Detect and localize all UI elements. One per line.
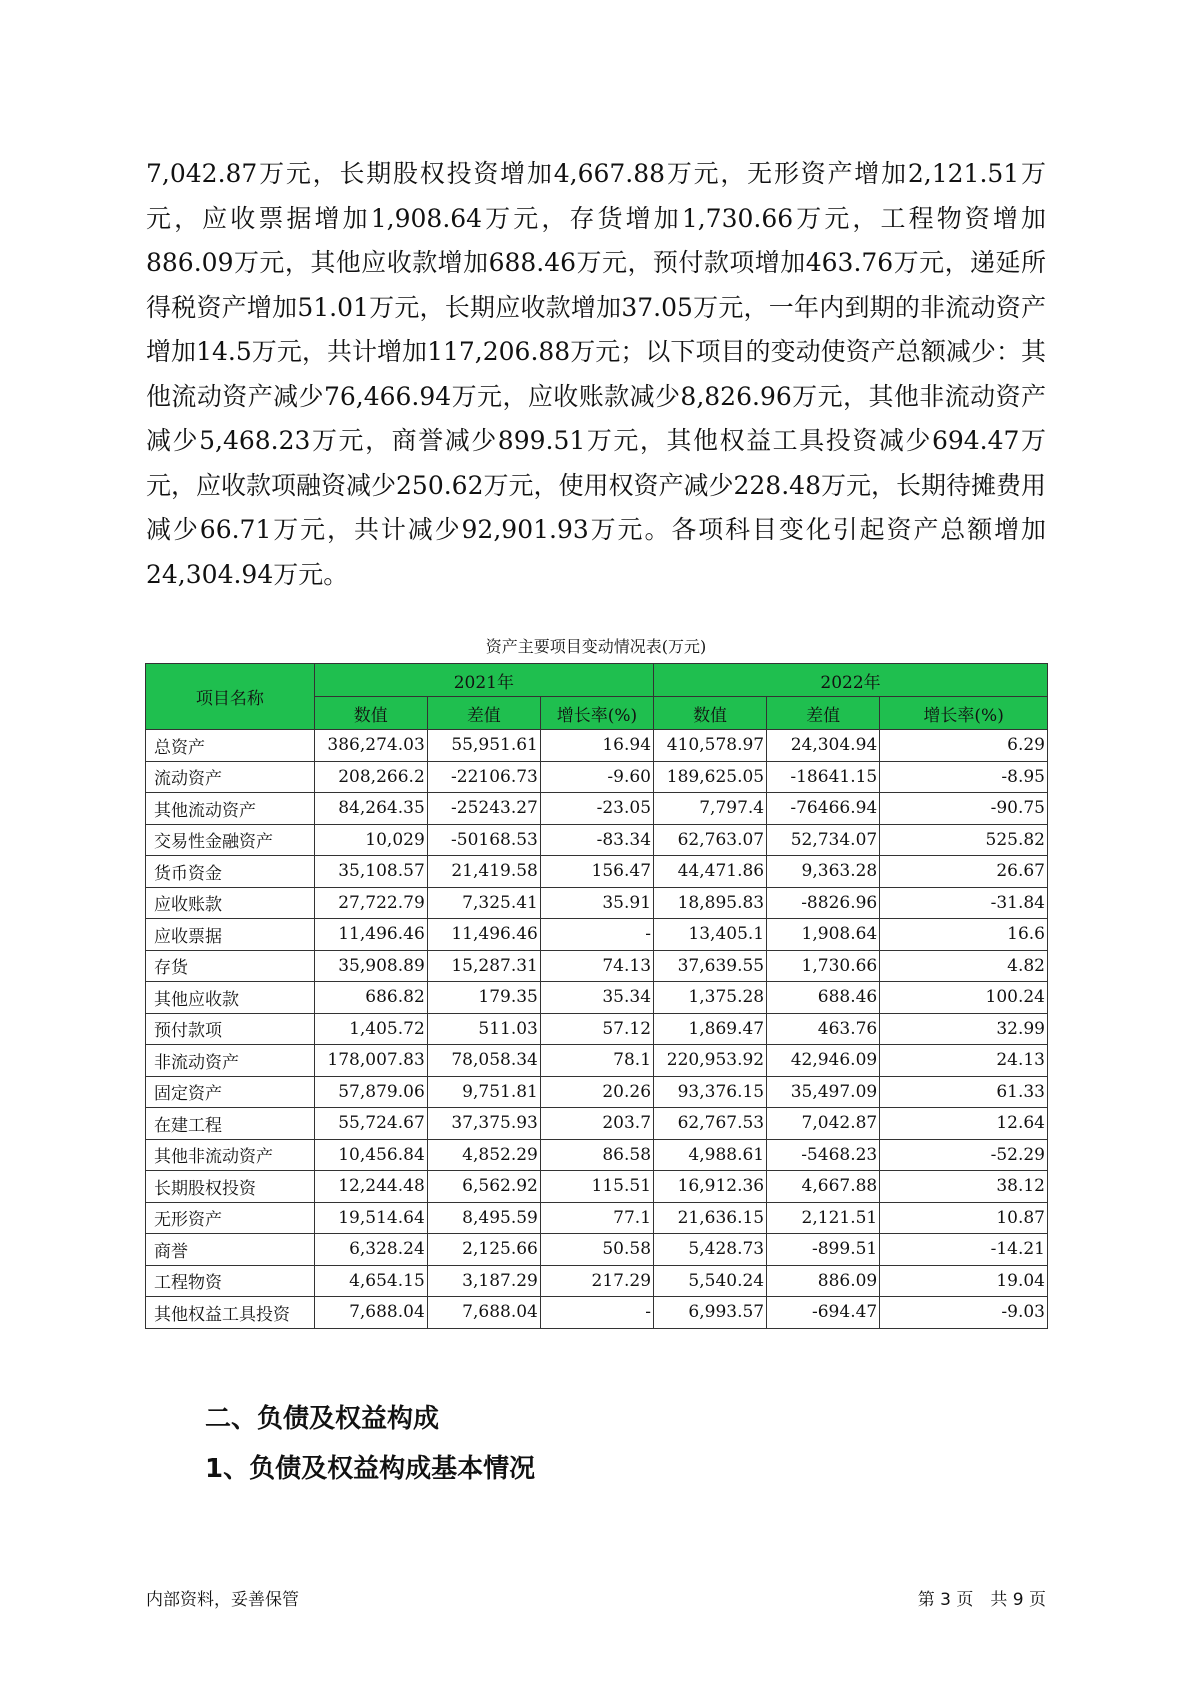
cell-2022-diff: 1,908.64 — [767, 919, 880, 951]
cell-2021-value: 10,456.84 — [314, 1139, 427, 1171]
cell-2021-growth: 16.94 — [540, 730, 653, 762]
cell-item-name: 非流动资产 — [146, 1045, 315, 1077]
cell-2022-diff: -899.51 — [767, 1234, 880, 1266]
cell-2021-value: 208,266.2 — [314, 761, 427, 793]
header-year-2022: 2022年 — [654, 664, 1048, 697]
table-row — [146, 887, 1048, 919]
cell-item-name: 预付款项 — [146, 1013, 315, 1045]
cell-2021-value: 10,029 — [314, 824, 427, 856]
cell-2022-diff: -694.47 — [767, 1297, 880, 1329]
cell-2021-value: 11,496.46 — [314, 919, 427, 951]
cell-2022-diff: -5468.23 — [767, 1139, 880, 1171]
table-row — [146, 1139, 1048, 1171]
assets-change-table — [145, 663, 1048, 1329]
cell-2022-diff: -18641.15 — [767, 761, 880, 793]
cell-2021-diff: 2,125.66 — [427, 1234, 540, 1266]
cell-item-name: 其他权益工具投资 — [146, 1297, 315, 1329]
cell-2021-diff: 55,951.61 — [427, 730, 540, 762]
table-row — [146, 761, 1048, 793]
cell-2022-diff: 886.09 — [767, 1265, 880, 1297]
cell-2021-growth: 74.13 — [540, 950, 653, 982]
cell-2022-diff: 35,497.09 — [767, 1076, 880, 1108]
cell-2022-value: 1,869.47 — [654, 1013, 767, 1045]
cell-2022-diff: 9,363.28 — [767, 856, 880, 888]
cell-2021-diff: 511.03 — [427, 1013, 540, 1045]
section-heading: 二、负债及权益构成 — [205, 1404, 440, 1434]
cell-2022-value: 1,375.28 — [654, 982, 767, 1014]
cell-2022-growth: -14.21 — [880, 1234, 1048, 1266]
cell-2021-value: 55,724.67 — [314, 1108, 427, 1140]
cell-2022-diff: 7,042.87 — [767, 1108, 880, 1140]
cell-item-name: 货币资金 — [146, 856, 315, 888]
cell-2021-growth: 217.29 — [540, 1265, 653, 1297]
cell-2021-value: 57,879.06 — [314, 1076, 427, 1108]
cell-2021-value: 178,007.83 — [314, 1045, 427, 1077]
table-row — [146, 730, 1048, 762]
cell-2021-diff: 3,187.29 — [427, 1265, 540, 1297]
cell-2021-value: 1,405.72 — [314, 1013, 427, 1045]
cell-2021-diff: 37,375.93 — [427, 1108, 540, 1140]
cell-2022-growth: 10.87 — [880, 1202, 1048, 1234]
cell-2022-value: 62,763.07 — [654, 824, 767, 856]
body-paragraph: 7,042.87万元，长期股权投资增加4,667.88万元，无形资产增加2,121.51万元，应收票据增加1,908.64万元，存货增加1,730.66万元，工程物资增加886.09万元，其他应收款增加688.46万元，预付款项增加463.76万元，递延所得税资产增加51.01万元，长期应收款增加37.05万元，一年内到期的非流动资产增加14.5万元，共计增加117,206.88万元；以下项目的变动使资产总额减少：其他流动资产减少76,466.94万元，应收账款减少8,826.96万元，其他非流动资产减少5,468.23万元，商誉减少899.51万元，其他权益工具投资减少694.47万元，应收款项融资减少250.62万元，使用权资产减少228.48万元，长期待摊费用减少66.71万元，共计减少92,901.93万元。各项科目变化引起资产总额增加24,304.94万元。 — [146, 159, 1046, 589]
cell-2022-growth: 32.99 — [880, 1013, 1048, 1045]
cell-2021-growth: 35.91 — [540, 887, 653, 919]
header-2022-diff: 差值 — [767, 697, 880, 730]
cell-item-name: 总资产 — [146, 730, 315, 762]
cell-2022-diff: 42,946.09 — [767, 1045, 880, 1077]
header-2022-value: 数值 — [654, 697, 767, 730]
cell-2022-diff: 24,304.94 — [767, 730, 880, 762]
cell-item-name: 应收账款 — [146, 887, 315, 919]
table-row — [146, 1045, 1048, 1077]
table-row — [146, 1265, 1048, 1297]
cell-item-name: 长期股权投资 — [146, 1171, 315, 1203]
cell-2021-value: 7,688.04 — [314, 1297, 427, 1329]
cell-2021-growth: 57.12 — [540, 1013, 653, 1045]
cell-2022-growth: -31.84 — [880, 887, 1048, 919]
cell-2021-diff: 15,287.31 — [427, 950, 540, 982]
cell-2022-growth: 24.13 — [880, 1045, 1048, 1077]
cell-2022-growth: 38.12 — [880, 1171, 1048, 1203]
table-row — [146, 950, 1048, 982]
cell-2022-growth: 19.04 — [880, 1265, 1048, 1297]
cell-2022-value: 5,428.73 — [654, 1234, 767, 1266]
header-2021-diff: 差值 — [427, 697, 540, 730]
cell-2022-diff: -76466.94 — [767, 793, 880, 825]
cell-2022-value: 6,993.57 — [654, 1297, 767, 1329]
cell-2022-growth: 6.29 — [880, 730, 1048, 762]
cell-2022-growth: 61.33 — [880, 1076, 1048, 1108]
cell-item-name: 商誉 — [146, 1234, 315, 1266]
table-row — [146, 1234, 1048, 1266]
cell-2022-value: 189,625.05 — [654, 761, 767, 793]
cell-2021-diff: -25243.27 — [427, 793, 540, 825]
cell-2021-diff: 7,325.41 — [427, 887, 540, 919]
header-2021-growth: 增长率(%) — [540, 697, 653, 730]
cell-2021-growth: 203.7 — [540, 1108, 653, 1140]
cell-2021-value: 84,264.35 — [314, 793, 427, 825]
cell-2021-value: 686.82 — [314, 982, 427, 1014]
cell-2021-value: 19,514.64 — [314, 1202, 427, 1234]
cell-item-name: 应收票据 — [146, 919, 315, 951]
table-body — [146, 730, 1048, 1329]
cell-item-name: 其他流动资产 — [146, 793, 315, 825]
cell-2021-growth: - — [540, 919, 653, 951]
cell-2021-growth: -9.60 — [540, 761, 653, 793]
table-row — [146, 1076, 1048, 1108]
cell-item-name: 其他非流动资产 — [146, 1139, 315, 1171]
cell-2021-diff: 9,751.81 — [427, 1076, 540, 1108]
table-row — [146, 1297, 1048, 1329]
cell-2022-value: 16,912.36 — [654, 1171, 767, 1203]
cell-2022-growth: -90.75 — [880, 793, 1048, 825]
cell-2021-diff: 21,419.58 — [427, 856, 540, 888]
cell-2021-growth: -23.05 — [540, 793, 653, 825]
header-year-2021: 2021年 — [314, 664, 653, 697]
cell-2021-growth: 115.51 — [540, 1171, 653, 1203]
table-row — [146, 1171, 1048, 1203]
cell-2022-growth: 4.82 — [880, 950, 1048, 982]
cell-2021-diff: -50168.53 — [427, 824, 540, 856]
cell-2022-value: 18,895.83 — [654, 887, 767, 919]
cell-2021-diff: 8,495.59 — [427, 1202, 540, 1234]
header-item-name: 项目名称 — [146, 664, 315, 730]
cell-2022-value: 4,988.61 — [654, 1139, 767, 1171]
table-row — [146, 856, 1048, 888]
cell-2022-diff: -8826.96 — [767, 887, 880, 919]
cell-2021-diff: 78,058.34 — [427, 1045, 540, 1077]
cell-2022-value: 5,540.24 — [654, 1265, 767, 1297]
cell-2022-growth: -9.03 — [880, 1297, 1048, 1329]
cell-2022-diff: 688.46 — [767, 982, 880, 1014]
table-row — [146, 1013, 1048, 1045]
cell-2022-diff: 4,667.88 — [767, 1171, 880, 1203]
cell-2022-diff: 1,730.66 — [767, 950, 880, 982]
cell-2022-value: 37,639.55 — [654, 950, 767, 982]
cell-2022-value: 13,405.1 — [654, 919, 767, 951]
cell-2021-growth: - — [540, 1297, 653, 1329]
header-2021-value: 数值 — [314, 697, 427, 730]
cell-2021-diff: 179.35 — [427, 982, 540, 1014]
cell-2021-diff: 11,496.46 — [427, 919, 540, 951]
cell-item-name: 在建工程 — [146, 1108, 315, 1140]
cell-2021-value: 386,274.03 — [314, 730, 427, 762]
cell-item-name: 固定资产 — [146, 1076, 315, 1108]
cell-2021-growth: 156.47 — [540, 856, 653, 888]
cell-2022-value: 44,471.86 — [654, 856, 767, 888]
cell-2022-diff: 2,121.51 — [767, 1202, 880, 1234]
subsection-heading: 1、负债及权益构成基本情况 — [205, 1454, 536, 1484]
cell-2021-growth: 20.26 — [540, 1076, 653, 1108]
cell-2021-diff: 6,562.92 — [427, 1171, 540, 1203]
cell-2022-diff: 463.76 — [767, 1013, 880, 1045]
cell-item-name: 交易性金融资产 — [146, 824, 315, 856]
table-row — [146, 982, 1048, 1014]
cell-2021-value: 6,328.24 — [314, 1234, 427, 1266]
header-2022-growth: 增长率(%) — [880, 697, 1048, 730]
cell-2022-value: 220,953.92 — [654, 1045, 767, 1077]
cell-2022-growth: 100.24 — [880, 982, 1048, 1014]
cell-2021-value: 35,108.57 — [314, 856, 427, 888]
cell-2022-growth: 525.82 — [880, 824, 1048, 856]
cell-2021-growth: 35.34 — [540, 982, 653, 1014]
cell-2022-value: 7,797.4 — [654, 793, 767, 825]
cell-2022-growth: -52.29 — [880, 1139, 1048, 1171]
cell-2022-value: 21,636.15 — [654, 1202, 767, 1234]
cell-2021-growth: 77.1 — [540, 1202, 653, 1234]
footer-page-number: 第 3 页 共 9 页 — [917, 1590, 1046, 1610]
cell-2021-diff: -22106.73 — [427, 761, 540, 793]
table-row — [146, 1202, 1048, 1234]
cell-2021-growth: 78.1 — [540, 1045, 653, 1077]
table-row — [146, 1108, 1048, 1140]
cell-item-name: 其他应收款 — [146, 982, 315, 1014]
cell-2022-growth: 26.67 — [880, 856, 1048, 888]
cell-item-name: 工程物资 — [146, 1265, 315, 1297]
cell-2021-growth: 50.58 — [540, 1234, 653, 1266]
cell-2021-value: 12,244.48 — [314, 1171, 427, 1203]
cell-2021-value: 27,722.79 — [314, 887, 427, 919]
cell-2022-diff: 52,734.07 — [767, 824, 880, 856]
cell-2021-growth: 86.58 — [540, 1139, 653, 1171]
cell-2021-diff: 7,688.04 — [427, 1297, 540, 1329]
footer-confidential-note: 内部资料，妥善保管 — [146, 1590, 299, 1610]
cell-2021-value: 35,908.89 — [314, 950, 427, 982]
cell-2022-value: 410,578.97 — [654, 730, 767, 762]
cell-2022-growth: -8.95 — [880, 761, 1048, 793]
cell-item-name: 流动资产 — [146, 761, 315, 793]
cell-2022-growth: 16.6 — [880, 919, 1048, 951]
table-caption: 资产主要项目变动情况表(万元) — [485, 637, 707, 656]
cell-2022-value: 62,767.53 — [654, 1108, 767, 1140]
cell-item-name: 无形资产 — [146, 1202, 315, 1234]
table-row — [146, 793, 1048, 825]
cell-item-name: 存货 — [146, 950, 315, 982]
cell-2021-diff: 4,852.29 — [427, 1139, 540, 1171]
cell-2021-growth: -83.34 — [540, 824, 653, 856]
table-row — [146, 919, 1048, 951]
cell-2022-growth: 12.64 — [880, 1108, 1048, 1140]
cell-2022-value: 93,376.15 — [654, 1076, 767, 1108]
cell-2021-value: 4,654.15 — [314, 1265, 427, 1297]
table-row — [146, 824, 1048, 856]
